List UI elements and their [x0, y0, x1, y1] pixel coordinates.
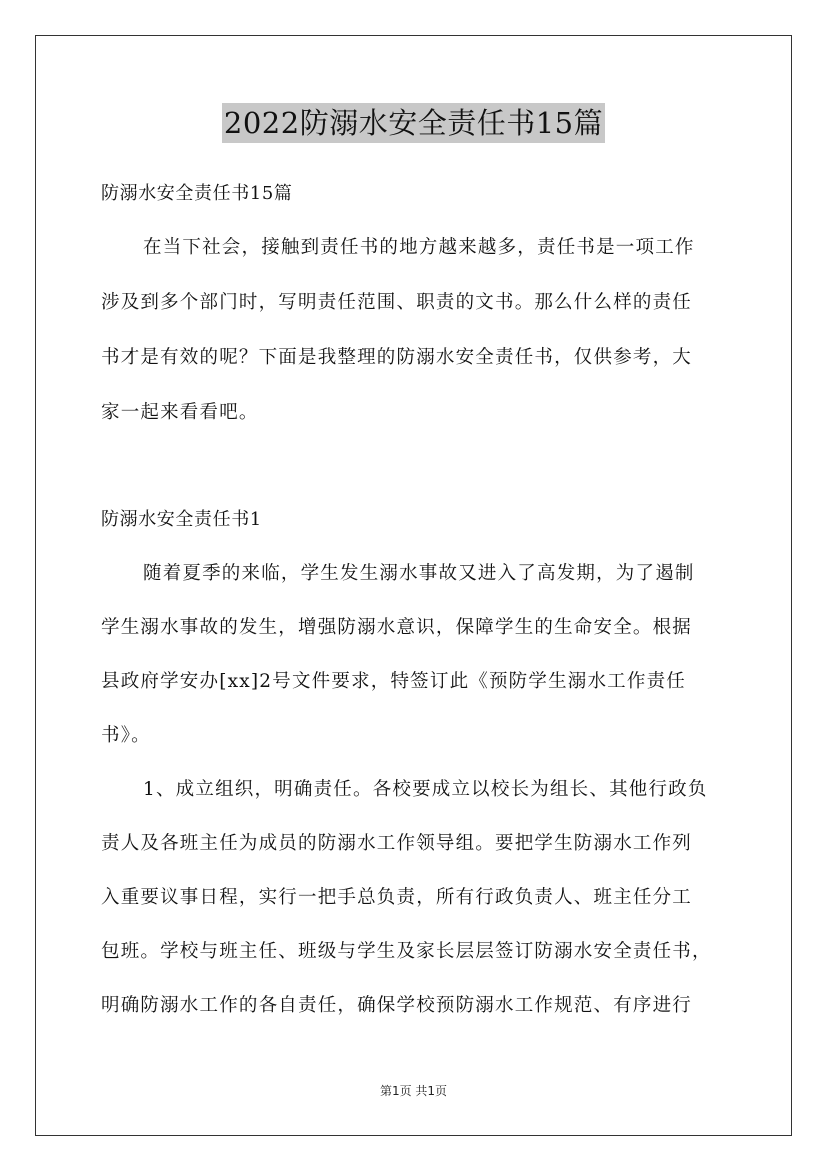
intro-line-1: 在当下社会，接触到责任书的地方越来越多，责任书是一项工作	[143, 237, 695, 258]
intro-line-3: 书才是有效的呢？下面是我整理的防溺水安全责任书，仅供参考，大	[101, 347, 693, 368]
paragraph2-line-3: 入重要议事日程，实行一把手总负责，所有行政负责人、班主任分工	[101, 887, 693, 908]
paragraph1-line-2: 学生溺水事故的发生，增强防溺水意识，保障学生的生命安全。根据	[101, 617, 693, 638]
paragraph1-line-4: 书》。	[101, 725, 151, 746]
paragraph2-line-4: 包班。学校与班主任、班级与学生及家长层层签订防溺水安全责任书，	[101, 941, 712, 962]
paragraph1-line-3: 县政府学安办[xx]2号文件要求，特签订此《预防学生溺水工作责任	[101, 671, 686, 692]
paragraph2-line-1: 1、成立组织，明确责任。各校要成立以校长为组长、其他行政负	[143, 779, 708, 800]
title-container	[0, 103, 827, 143]
intro-line-2: 涉及到多个部门时，写明责任范围、职责的文书。那么什么样的责任	[101, 292, 693, 313]
section-heading: 防溺水安全责任书1	[101, 509, 262, 530]
paragraph2-line-5: 明确防溺水工作的各自责任，确保学校预防溺水工作规范、有序进行	[101, 995, 693, 1016]
paragraph2-line-2: 责人及各班主任为成员的防溺水工作领导组。要把学生防溺水工作列	[101, 833, 693, 854]
page-footer: 第1页 共1页	[379, 1084, 448, 1098]
intro-line-4: 家一起来看看吧。	[101, 402, 259, 423]
paragraph1-line-1: 随着夏季的来临，学生发生溺水事故又进入了高发期，为了遏制	[143, 563, 695, 584]
document-subtitle: 防溺水安全责任书15篇	[101, 183, 293, 204]
document-title: 2022防溺水安全责任书15篇	[222, 103, 605, 143]
